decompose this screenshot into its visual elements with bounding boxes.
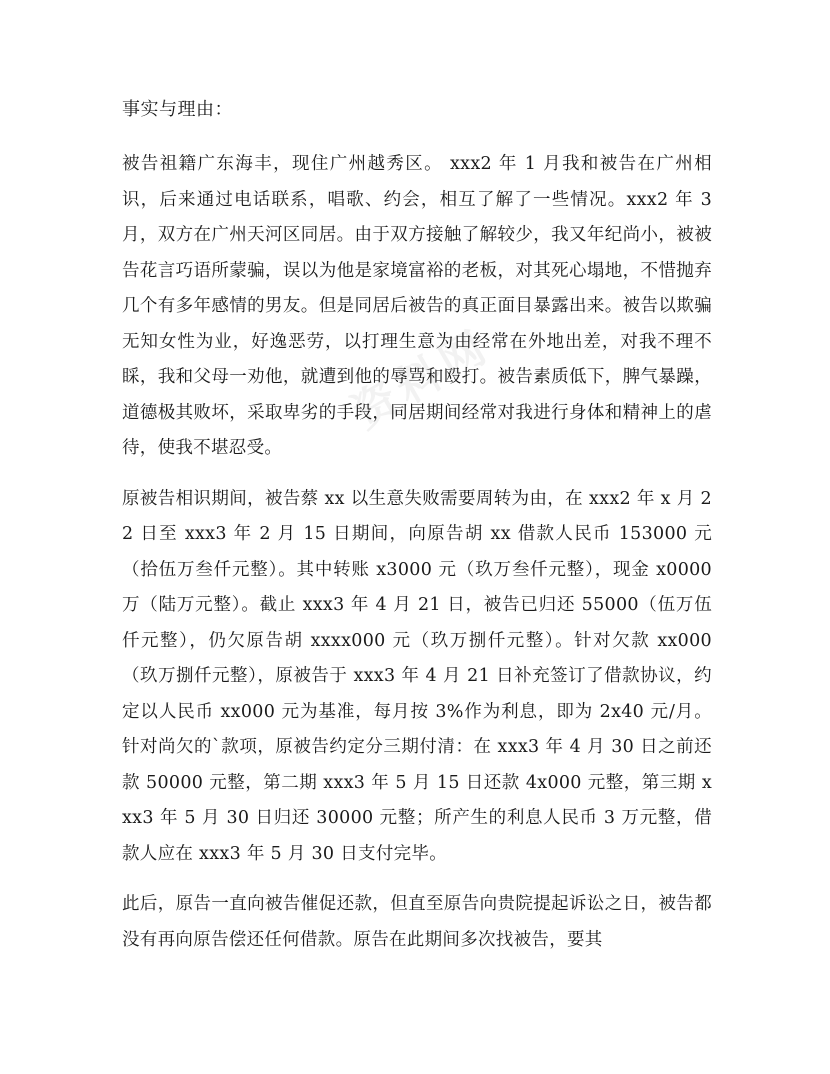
paragraph-loan-details: 原被告相识期间，被告蔡 xx 以生意失败需要周转为由，在 xxx2 年 x 月 22 日至 xxx3 年 2 月 15 日期间，向原告胡 xx 借款人民币 153000 元（拾伍万叁仟元整）。其中转账 x3000 元（玖万叁仟元整），现金 x0000 万（陆万元整）。截止 xxx3 年 4 月 21 日，被告已归还 55000（伍万伍仟元整），仍欠原告胡 xxxx000 元（玖万捌仟元整）。针对欠款 xx000（玖万捌仟元整），原被告于 xxx3 年 4 月 21 日补充签订了借款协议，约定以人民币 xx000 元为基准，每月按 3%作为利息，即为 2x40 元/月。针对尚欠的`款项，原被告约定分三期付清：在 xxx3 年 4 月 30 日之前还款 50000 元整，第二期 xxx3 年 5 月 15 日还款 4x000 元整，第三期 xxx3 年 5 月 30 日归还 30000 元整；所产生的利息人民币 3 万元整，借款人应在 xxx3 年 5 月 30 日支付完毕。 [122,488,712,864]
document-body [122,95,712,973]
paragraph-background: 被告祖籍广东海丰，现住广州越秀区。 xxx2 年 1 月我和被告在广州相识，后来通过电话联系，唱歌、约会，相互了解了一些情况。xxx2 年 3 月，双方在广州天河区同居。由于双方接触了解较少，我又年纪尚小，被被告花言巧语所蒙骗，误以为他是家境富裕的老板，对其死心塌地，不惜抛弃几个有多年感情的男友。但是同居后被告的真正面目暴露出来。被告以欺骗无知女性为业，好逸恶劳，以打理生意为由经常在外地出差，对我不理不睬，我和父母一劝他，就遭到他的辱骂和殴打。被告素质低下，脾气暴躁，道德极其败坏，采取卑劣的手段，同居期间经常对我进行身体和精神上的虐待，使我不堪忍受。 [122,154,712,458]
watermark: 资料网 [343,319,500,440]
paragraph-aftermath: 此后，原告一直向被告催促还款，但直至原告向贵院提起诉讼之日，被告都没有再向原告偿还任何借款。原告在此期间多次找被告，要其 [122,894,712,950]
section-heading: 事实与理由： [122,99,233,120]
